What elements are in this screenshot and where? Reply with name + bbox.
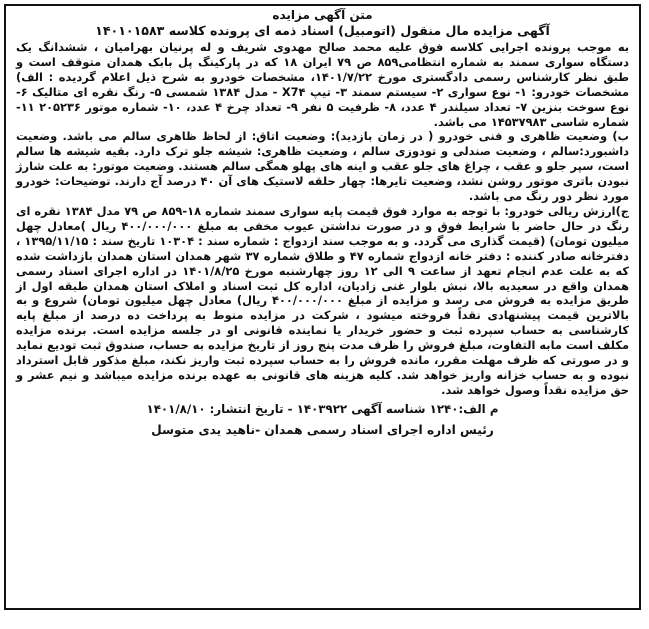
notice-signature: رئیس اداره اجرای اسناد رسمی همدان -ناهید یدی متوسل	[151, 422, 494, 437]
notice-body	[6, 6, 639, 438]
notice-headline: آگهی مزایده مال منقول (اتومبیل) اسناد ذمه ای پرونده کلاسه ۱۴۰۱۰۱۵۸۳	[95, 23, 550, 38]
auction-notice	[4, 4, 641, 610]
notice-title: متن آگهی مزایده	[272, 8, 373, 22]
valuation-and-terms-paragraph: ج)ارزش ریالی خودرو: با توجه به موارد فوق قیمت پایه سواری سمند شماره ۱۸-۸۵۹ ص ۷۹ مدل ۱۳۸۴ نقره ای رنگ در حال حاضر با شرایط فوق و در صورت نداشتن عیوب مخفی به مبلغ ۴۰۰/۰۰۰/۰۰۰ ریال )معادل چهل میلیون تومان) (قیمت گذاری می گردد. و به موجب سند ازدواج : شماره سند : ۱۰۳۰۴ تاریخ سند : ۱۳۹۵/۱۱/۱۵ ، دفترخانه صادر کننده : دفتر خانه ازدواج شماره ۴۷ و طلاق شماره ۳۷ شهر همدان استان همدان بازداشت شده که به علت عدم انجام تعهد از ساعت ۹ الی ۱۲ روز چهارشنبه مورخ ۱۴۰۱/۸/۲۵ در اداره اجرای اسناد رسمی همدان واقع در سعیدیه بالا، نبش بلوار غنی زادیان، اداره کل ثبت اسناد و املاک استان همدان طبقه اول از طریق مزایده به فروش می رسد و مزایده از مبلغ ۴۰۰/۰۰۰/۰۰۰ ریال) معادل چهل میلیون تومان) شروع و به بالاترین قیمت پیشنهادی نقداً فروخته میشود ، شرکت در مزایده منوط به پرداخت ده درصد از مبلغ پایه کارشناسی به حساب سپرده ثبت و حضور خریدار یا نماینده قانونی او در جلسه مزایده است. برنده مزایده مکلف است مابه التفاوت، مبلغ فروش را ظرف مدت پنج روز از تاریخ مزایده به حساب، صندوق ثبت تودیع نماید و در صورتی که ظرف مهلت مقرر، مانده فروش را به حساب سپرده ثبت واریز نکند، مبلغ مذکور قابل استرداد نبوده و به حساب خزانه واریز خواهد شد. کلیه هزینه های قانونی به عهده برنده مزایده میباشد و نیم عشر و حق مزایده نقداً وصول خواهد شد.	[16, 203, 629, 397]
vehicle-condition-paragraph: ب) وضعیت ظاهری و فنی خودرو ( در زمان بازدید): وضعیت اتاق: از لحاظ ظاهری سالم می باشد. وضعیت داشبورد:سالم ، وضعیت صندلی و تودوزی سالم ، وضعیت ظاهری: شیشه جلو ترک دارد. بقیه شیشه ها سالم است، سپر جلو و عقب ، چراغ های جلو عقب و اینه های پهلو همگی سالم هستند. وضعیت موتور: به علت شارژ نبودن باتری موتور روشن نشد، وضعیت تایرها: چهار حلقه لاستیک های آن ۴۰ درصد آج دارند. توضیحات: خودرو مورد نظر دور رنگ می باشد.	[16, 129, 629, 204]
notice-reference: م الف:۱۲۴۰ شناسه آگهی ۱۴۰۳۹۲۲ - تاریخ انتشار: ۱۴۰۱/۸/۱۰	[146, 401, 499, 416]
vehicle-specs-paragraph: به موجب پرونده اجرایی کلاسه فوق علیه محمد صالح مهدوی شریف و له پرنیان بهرامیان ، ششدانگ یک دستگاه سواری سمند به شماره انتظامی۸۵۹ ص ۷۹ ایران ۱۸ که در پارکینگ پل بابک همدان متوقف است و طبق نظر کارشناس رسمی دادگستری مورخ ۱۴۰۱/۷/۲۲، مشخصات خودرو به شرح ذیل اعلام گردیده : الف) مشخصات خودرو: ۱- نوع سواری ۲- سیستم سمند ۳- تیپ X7۴ - مدل ۱۳۸۴ شمسی ۵- رنگ نقره ای متالیک ۶- نوع سوخت بنزین ۷- تعداد سیلندر ۴ عدد، ۸- ظرفیت ۵ نفر ۹- تعداد چرخ ۴ عدد، ۱۰- شماره موتور ۲۰۵۲۳۶ ۱۱- شماره شاسی ۱۴۵۳۷۹۸۳ می باشد.	[16, 40, 630, 129]
